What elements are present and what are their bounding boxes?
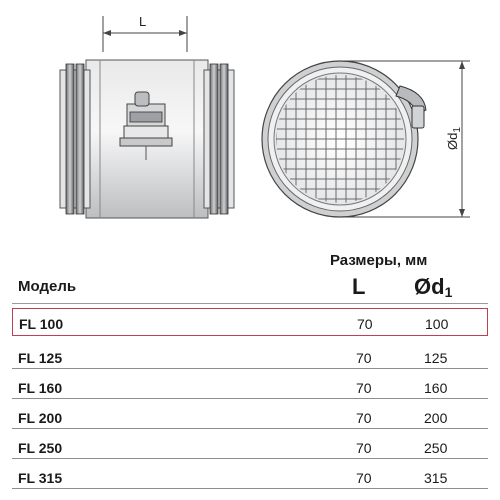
l-cell: 70 [356, 380, 372, 396]
model-cell: FL 125 [18, 350, 63, 366]
model-column-header: Модель [18, 278, 77, 295]
table-row-fl315 [12, 459, 488, 489]
table-row-fl200 [12, 399, 488, 429]
table-row-fl160 [12, 369, 488, 399]
duct-front-view [262, 61, 426, 217]
diameter-cell: 315 [424, 470, 448, 486]
diameter-header-subscript: 1 [444, 284, 453, 300]
diameter-cell: 160 [424, 380, 448, 396]
diameter-label: $Ød_1$ [445, 127, 463, 150]
l-column-header: L [352, 274, 366, 299]
model-cell: FL 160 [18, 380, 63, 396]
model-cell: FL 200 [18, 410, 63, 426]
diameter-cell: 100 [425, 316, 449, 332]
diameter-header-text: Ød [414, 274, 445, 299]
table-row-fl250 [12, 429, 488, 459]
diameter-column-header [414, 274, 452, 300]
model-cell: FL 250 [18, 440, 63, 456]
l-cell: 70 [356, 440, 372, 456]
model-cell: FL 315 [18, 470, 63, 486]
product-drawing [0, 0, 500, 240]
l-cell: 70 [356, 470, 372, 486]
table-header [0, 246, 500, 304]
l-cell: 70 [356, 350, 372, 366]
model-table [0, 304, 500, 489]
diameter-cell: 200 [424, 410, 448, 426]
table-row-fl100 [12, 308, 488, 336]
sizes-title: Размеры, мм [330, 252, 428, 269]
length-label: L [139, 14, 147, 29]
l-cell: 70 [356, 410, 372, 426]
diameter-cell: 125 [424, 350, 448, 366]
diameter-cell: 250 [424, 440, 448, 456]
duct-side-view [60, 60, 234, 218]
model-cell: FL 100 [19, 316, 64, 332]
table-row-fl125 [12, 339, 488, 369]
l-cell: 70 [357, 316, 373, 332]
